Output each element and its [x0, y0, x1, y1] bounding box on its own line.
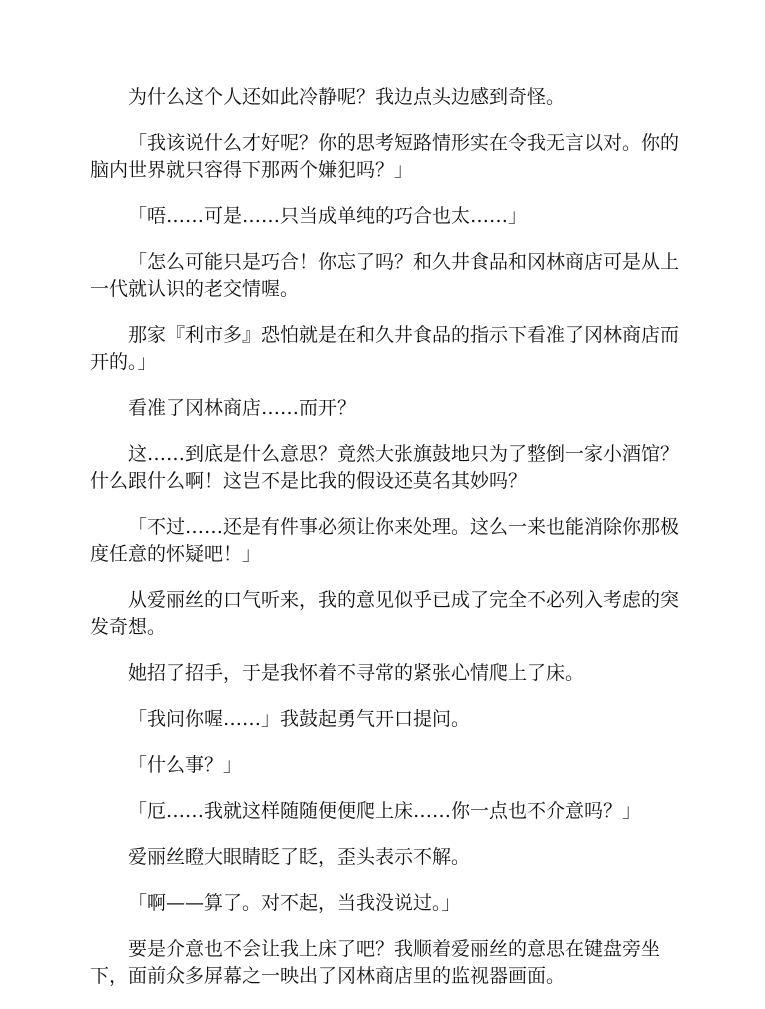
paragraph-11: 「我问你喔……」我鼓起勇气开口提问。	[128, 708, 471, 730]
paragraph-12: 「什么事？」	[128, 754, 243, 776]
paragraph-7: 这……到底是什么意思？竟然大张旗鼓地只为了整倒一家小酒馆？什么跟什么啊！这岂不是比我的假设还莫名其妙吗？	[90, 443, 680, 492]
paragraph-16: 要是介意也不会让我上床了吧？我顺着爱丽丝的意思在键盘旁坐下，面前众多屏幕之一映出了冈林商店里的监视器画面。	[90, 938, 661, 987]
paragraph-6: 看准了冈林商店……而开？	[128, 397, 357, 419]
paragraph-1: 为什么这个人还如此冷静呢？我边点头边感到奇怪。	[128, 86, 566, 108]
document-page	[90, 84, 680, 1009]
paragraph-4: 「怎么可能只是巧合！你忘了吗？和久井食品和冈林商店可是从上一代就认识的老交情喔。	[90, 251, 680, 300]
paragraph-3: 「唔……可是……只当成单纯的巧合也太……」	[128, 205, 528, 227]
paragraph-9: 从爱丽丝的口气听来，我的意见似乎已成了完全不必列入考虑的突发奇想。	[90, 589, 680, 638]
paragraph-10: 她招了招手，于是我怀着不寻常的紧张心情爬上了床。	[128, 662, 585, 684]
paragraph-2: 「我该说什么才好呢？你的思考短路情形实在令我无言以对。你的脑内世界就只容得下那两个嫌犯吗？」	[90, 132, 680, 181]
paragraph-15: 「啊——算了。对不起，当我没说过。」	[128, 892, 461, 914]
paragraph-14: 爱丽丝瞪大眼睛眨了眨，歪头表示不解。	[128, 846, 471, 868]
paragraph-13: 「厄……我就这样随随便便爬上床……你一点也不介意吗？」	[128, 800, 642, 822]
paragraph-8: 「不过……还是有件事必须让你来处理。这么一来也能消除你那极度任意的怀疑吧！」	[90, 516, 680, 565]
paragraph-5: 那家『利市多』恐怕就是在和久井食品的指示下看准了冈林商店而开的。」	[90, 324, 680, 373]
